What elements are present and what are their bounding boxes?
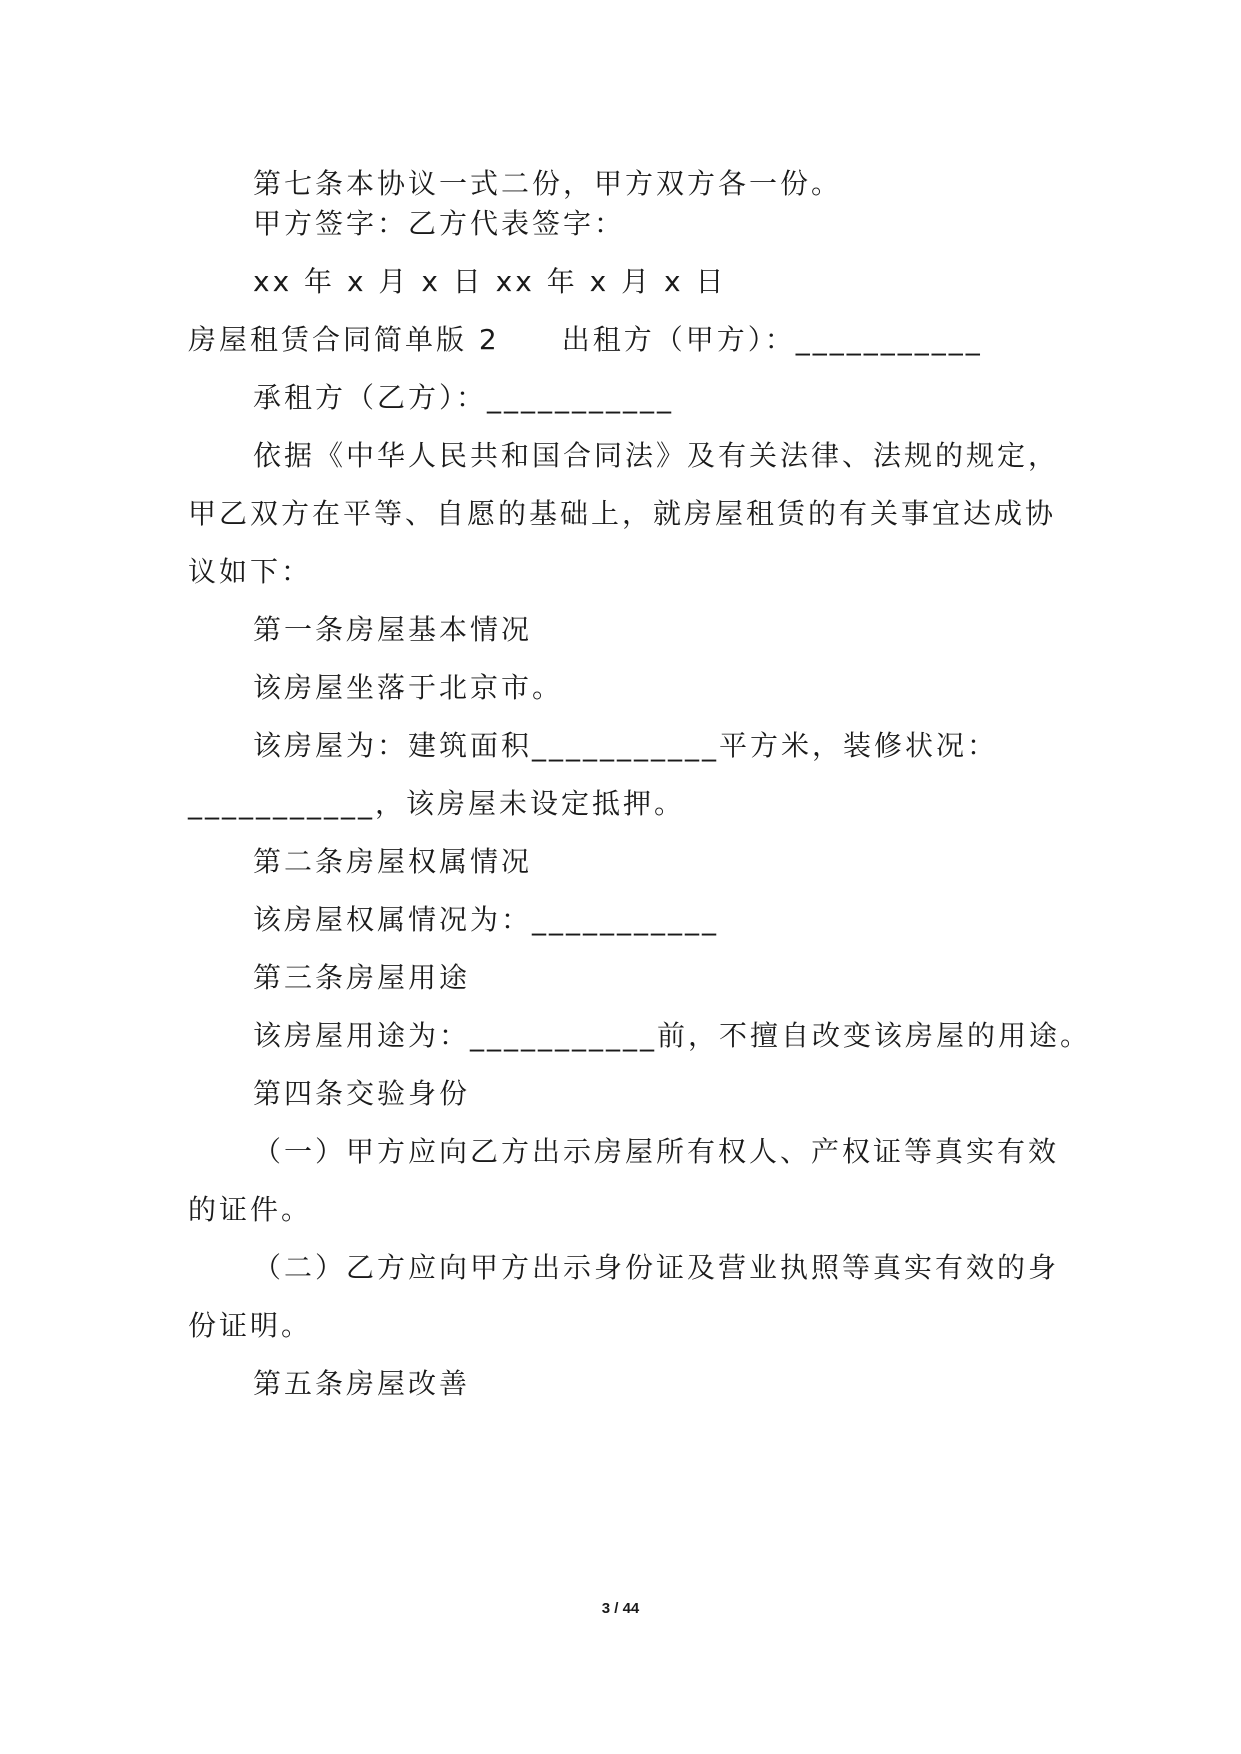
text-line: 承租方（乙方）：___________ bbox=[253, 381, 675, 414]
text-line: 该房屋权属情况为：___________ bbox=[253, 903, 720, 936]
text-line: 第一条房屋基本情况 bbox=[253, 613, 533, 646]
text-line: 该房屋为：建筑面积___________平方米，装修状况： bbox=[253, 729, 999, 762]
text-line: 房屋租赁合同简单版 2 出租方（甲方）：___________ bbox=[188, 323, 983, 356]
text-line: xx 年 x 月 x 日 xx 年 x 月 x 日 bbox=[253, 265, 727, 298]
text-line: ___________，该房屋未设定抵押。 bbox=[188, 787, 686, 820]
text-line: 该房屋坐落于北京市。 bbox=[253, 671, 564, 704]
text-line: 甲方签字：乙方代表签字： bbox=[253, 207, 626, 240]
text-line: 该房屋用途为：___________前，不擅自改变该房屋的用途。 bbox=[253, 1019, 1092, 1052]
text-line: 第三条房屋用途 bbox=[253, 961, 471, 994]
text-line: 份证明。 bbox=[188, 1309, 313, 1342]
text-line: 第二条房屋权属情况 bbox=[253, 845, 533, 878]
text-line: （一）甲方应向乙方出示房屋所有权人、产权证等真实有效 bbox=[253, 1135, 1060, 1168]
text-line: 第四条交验身份 bbox=[253, 1077, 471, 1110]
text-line: 第七条本协议一式二份，甲方双方各一份。 bbox=[253, 167, 843, 200]
text-line: 议如下： bbox=[188, 555, 313, 588]
text-line: 甲乙双方在平等、自愿的基础上，就房屋租赁的有关事宜达成协 bbox=[188, 497, 1057, 530]
text-line: 第五条房屋改善 bbox=[253, 1367, 471, 1400]
text-line: （二）乙方应向甲方出示身份证及营业执照等真实有效的身 bbox=[253, 1251, 1060, 1284]
text-line: 的证件。 bbox=[188, 1193, 313, 1226]
page-number: 3 / 44 bbox=[601, 1600, 640, 1617]
text-line: 依据《中华人民共和国合同法》及有关法律、法规的规定， bbox=[253, 439, 1060, 472]
